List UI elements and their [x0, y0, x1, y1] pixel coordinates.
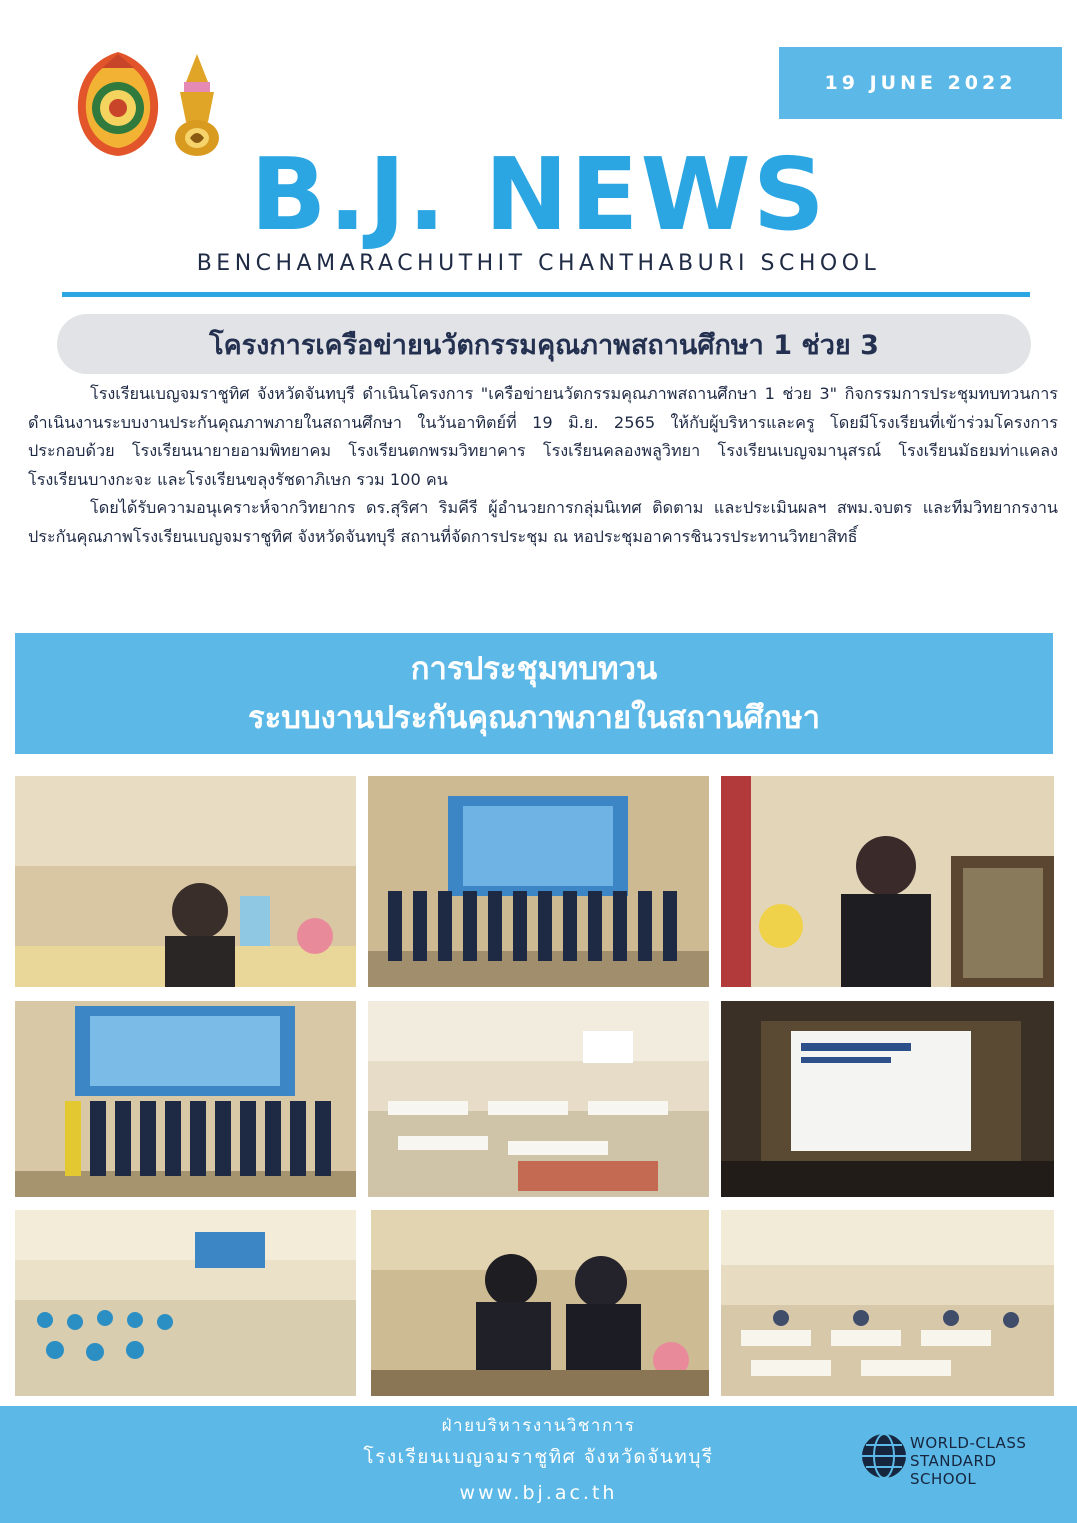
photo-speaker-at-podium: [15, 776, 356, 987]
photo-speaker-with-microphone: [721, 776, 1054, 987]
section-banner: [15, 633, 1053, 754]
header-divider: [62, 292, 1030, 297]
date-badge: 19 JUNE 2022: [779, 47, 1062, 119]
article-headline: โครงการเครือข่ายนวัตกรรมคุณภาพสถานศึกษา 1 ช่วย 3: [57, 314, 1031, 374]
footer-department: ฝ่ายบริหารงานวิชาการ: [441, 1416, 636, 1436]
photo-group-stage-2: [15, 1001, 356, 1197]
footer-website-link[interactable]: www.bj.ac.th: [459, 1482, 618, 1504]
world-class-standard-badge: [860, 1428, 1050, 1498]
section-banner-line-1: การประชุมทบทวน: [410, 651, 658, 687]
badge-line-2: STANDARD SCHOOL: [910, 1452, 997, 1488]
article-body: [28, 380, 1058, 552]
photo-conference-hall-1: [368, 1001, 709, 1197]
photo-presentation-screen: [721, 1001, 1054, 1197]
badge-line-1: WORLD-CLASS: [910, 1434, 1027, 1452]
footer-school: โรงเรียนเบญจมราชูทิศ จังหวัดจันทบุรี: [363, 1446, 714, 1468]
globe-icon: [860, 1432, 908, 1480]
footer: [0, 1406, 1077, 1523]
photo-conference-hall-2: [15, 1210, 356, 1396]
photo-teachers-at-table: [371, 1210, 709, 1396]
school-name: BENCHAMARACHUTHIT CHANTHABURI SCHOOL: [196, 251, 881, 276]
photo-group-stage-1: [368, 776, 709, 987]
article-paragraph-2: โดยได้รับความอนุเคราะห์จากวิทยากร ดร.สุริศา ริมคีรี ผู้อำนวยการกลุ่มนิเทศ ติดตาม และประเมินผลฯ สพม.จบตร และทีมวิทยากรงานประกันคุณภาพโรงเรียนเบญจมราชูทิศ จังหวัดจันทบุรี สถานที่จัดการประชุม ณ หอประชุมอาคารชินวรประทานวิทยาสิทธิ์: [28, 498, 1058, 546]
section-banner-line-2: ระบบงานประกันคุณภาพภายในสถานศึกษา: [247, 700, 821, 736]
masthead-title: B.J. NEWS: [250, 136, 827, 253]
photo-conference-hall-3: [721, 1210, 1054, 1396]
article-paragraph-1: โรงเรียนเบญจมราชูทิศ จังหวัดจันทบุรี ดำเนินโครงการ "เครือข่ายนวัตกรรมคุณภาพสถานศึกษา 1 ช่วย 3" กิจกรรมการประชุมทบทวนการดำเนินงานระบบงานประกันคุณภาพภายในสถานศึกษา ในวันอาทิตย์ที่ 19 มิ.ย. 2565 ให้กับผู้บริหารและครู โดยมีโรงเรียนที่เข้าร่วมโครงการ ประกอบด้วย โรงเรียนนายายอามพิทยาคม โรงเรียนตกพรมวิทยาคาร โรงเรียนคลองพลูวิทยา โรงเรียนเบญจมานุสรณ์ โรงเรียนมัธยมท่าแคลง โรงเรียนบางกะจะ และโรงเรียนขลุงรัชดาภิเษก รวม 100 คน: [28, 384, 1058, 489]
